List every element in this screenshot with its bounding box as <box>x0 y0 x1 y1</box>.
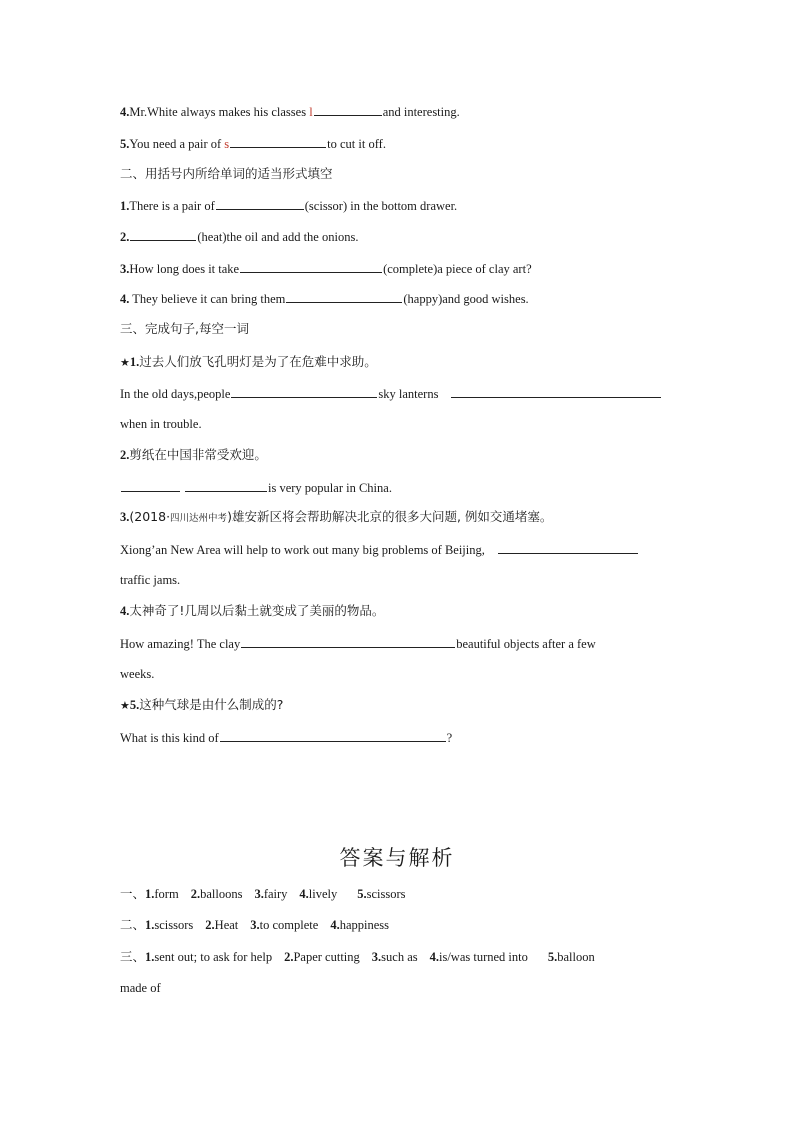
letter-hint: l <box>309 105 313 119</box>
answer-text: Paper cutting <box>293 950 360 964</box>
chinese-prompt: 过去人们放飞孔明灯是为了在危难中求助。 <box>139 354 377 369</box>
answers-row-3 <box>120 949 595 965</box>
p3-question-5-en <box>120 729 452 746</box>
question-text: is very popular in China. <box>268 481 392 495</box>
answer-text: balloons <box>200 887 243 901</box>
answer-text: lively <box>308 887 338 901</box>
answer-number: 4. <box>299 887 309 901</box>
year-prefix: (2018· <box>129 509 171 524</box>
answer-number: 1. <box>145 918 155 932</box>
question-text: How long does it take <box>129 262 240 276</box>
p1-question-4 <box>120 103 460 120</box>
question-number: 5. <box>120 137 130 151</box>
p3-question-1-en <box>120 385 662 402</box>
p3-question-3-en-cont: traffic jams. <box>120 573 181 587</box>
p3-question-2-en <box>120 479 392 496</box>
question-text: (happy)and good wishes. <box>403 292 529 306</box>
chinese-prompt: 这种气球是由什么制成的? <box>139 697 284 712</box>
answers-row-3-cont: made of <box>120 981 161 995</box>
exam-source: 四川达州中考 <box>170 513 228 524</box>
p3-question-4-en-cont: weeks. <box>120 667 155 681</box>
question-number: 1. <box>129 355 140 369</box>
answer-text: Heat <box>214 918 239 932</box>
answer-number: 3. <box>254 887 264 901</box>
chinese-prompt: 太神奇了!几周以后黏土就变成了美丽的物品。 <box>129 603 385 618</box>
p2-question-4 <box>120 290 529 307</box>
answer-blank[interactable] <box>130 228 196 241</box>
p3-question-2-zh <box>120 447 267 463</box>
p3-question-5-zh <box>120 697 283 714</box>
p2-question-1 <box>120 197 457 214</box>
question-number: 3. <box>120 262 130 276</box>
question-number: 1. <box>120 199 130 213</box>
answer-text: to complete <box>259 918 319 932</box>
answer-blank[interactable] <box>498 541 638 554</box>
answer-number: 5. <box>357 887 367 901</box>
p3-question-4-en <box>120 635 596 652</box>
p3-question-3-zh <box>120 509 552 527</box>
section-label: 一、 <box>120 886 146 901</box>
question-text: How amazing! The clay <box>120 637 241 651</box>
question-number: 4. <box>120 105 130 119</box>
question-text: What is this kind of <box>120 731 219 745</box>
answer-number: 2. <box>205 918 215 932</box>
question-text: You need a pair of <box>129 137 225 151</box>
p1-question-5 <box>120 135 386 152</box>
question-number: 4. <box>120 604 130 618</box>
answer-number: 3. <box>371 950 382 964</box>
answer-blank[interactable] <box>230 135 326 148</box>
answer-blank[interactable] <box>216 197 304 210</box>
answer-blank[interactable] <box>314 103 382 116</box>
answer-text: is/was turned into <box>438 950 528 964</box>
answer-number: 3. <box>250 918 260 932</box>
question-text: (scissor) in the bottom drawer. <box>304 199 458 213</box>
answer-text: scissors <box>154 918 194 932</box>
section-heading-three: 三、完成句子,每空一词 <box>120 321 249 336</box>
question-text: ? <box>446 731 453 745</box>
answer-blank[interactable] <box>241 635 455 648</box>
answer-blank[interactable] <box>185 479 267 492</box>
answers-title: 答案与解析 <box>339 846 455 870</box>
star-icon: ★ <box>120 699 130 712</box>
answer-number: 2. <box>284 950 294 964</box>
answer-number: 2. <box>190 887 201 901</box>
question-text: to cut it off. <box>327 137 386 151</box>
answer-number: 5. <box>547 950 558 964</box>
answer-blank[interactable] <box>451 385 661 398</box>
question-text: (complete)a piece of clay art? <box>383 262 532 276</box>
p2-question-2 <box>120 228 358 245</box>
answers-row-2 <box>120 917 389 933</box>
star-icon: ★ <box>120 356 130 369</box>
answer-text: sent out; to ask for help <box>154 950 273 964</box>
answers-row-1 <box>120 886 406 902</box>
question-text: Mr.White always makes his classes <box>129 105 310 119</box>
answer-text: such as <box>381 950 418 964</box>
question-number: 2. <box>120 230 130 244</box>
answer-number: 1. <box>145 950 155 964</box>
chinese-prompt: )雄安新区将会帮助解决北京的很多大问题, 例如交通堵塞。 <box>227 509 553 524</box>
answer-blank[interactable] <box>240 260 382 273</box>
answer-text: happiness <box>339 918 390 932</box>
answer-number: 4. <box>330 918 340 932</box>
answer-blank[interactable] <box>121 479 180 492</box>
question-number: 5. <box>129 698 140 712</box>
chinese-prompt: 剪纸在中国非常受欢迎。 <box>129 447 267 462</box>
question-text: Xiong’an New Area will help to work out many big problems of Beijing, <box>120 543 485 557</box>
question-text: and interesting. <box>382 105 460 119</box>
answer-text: scissors <box>366 887 406 901</box>
question-text: sky lanterns <box>378 387 439 401</box>
p3-question-4-zh <box>120 603 384 619</box>
answer-blank[interactable] <box>286 290 402 303</box>
section-heading-two: 二、用括号内所给单词的适当形式填空 <box>120 166 333 181</box>
answer-number: 4. <box>429 950 439 964</box>
section-label: 二、 <box>120 917 146 932</box>
p2-question-3 <box>120 260 532 277</box>
answer-text: balloon <box>557 950 595 964</box>
answer-text: fairy <box>263 887 288 901</box>
answer-number: 1. <box>145 887 155 901</box>
question-text: beautiful objects after a few <box>456 637 596 651</box>
p3-question-1-zh <box>120 354 377 371</box>
question-text: There is a pair of <box>129 199 215 213</box>
question-text: They believe it can bring them <box>129 292 286 306</box>
answer-blank[interactable] <box>231 385 377 398</box>
question-text: (heat)the oil and add the onions. <box>197 230 359 244</box>
section-label: 三、 <box>120 949 146 964</box>
question-number: 4. <box>120 292 130 306</box>
question-number: 2. <box>120 448 130 462</box>
letter-hint: s <box>224 137 230 151</box>
question-text: In the old days,people <box>120 387 231 401</box>
answer-text: form <box>154 887 179 901</box>
question-number: 3. <box>120 510 130 524</box>
p3-question-3-en <box>120 541 639 558</box>
p3-question-1-en-cont: when in trouble. <box>120 417 202 431</box>
answer-blank[interactable] <box>220 729 446 742</box>
